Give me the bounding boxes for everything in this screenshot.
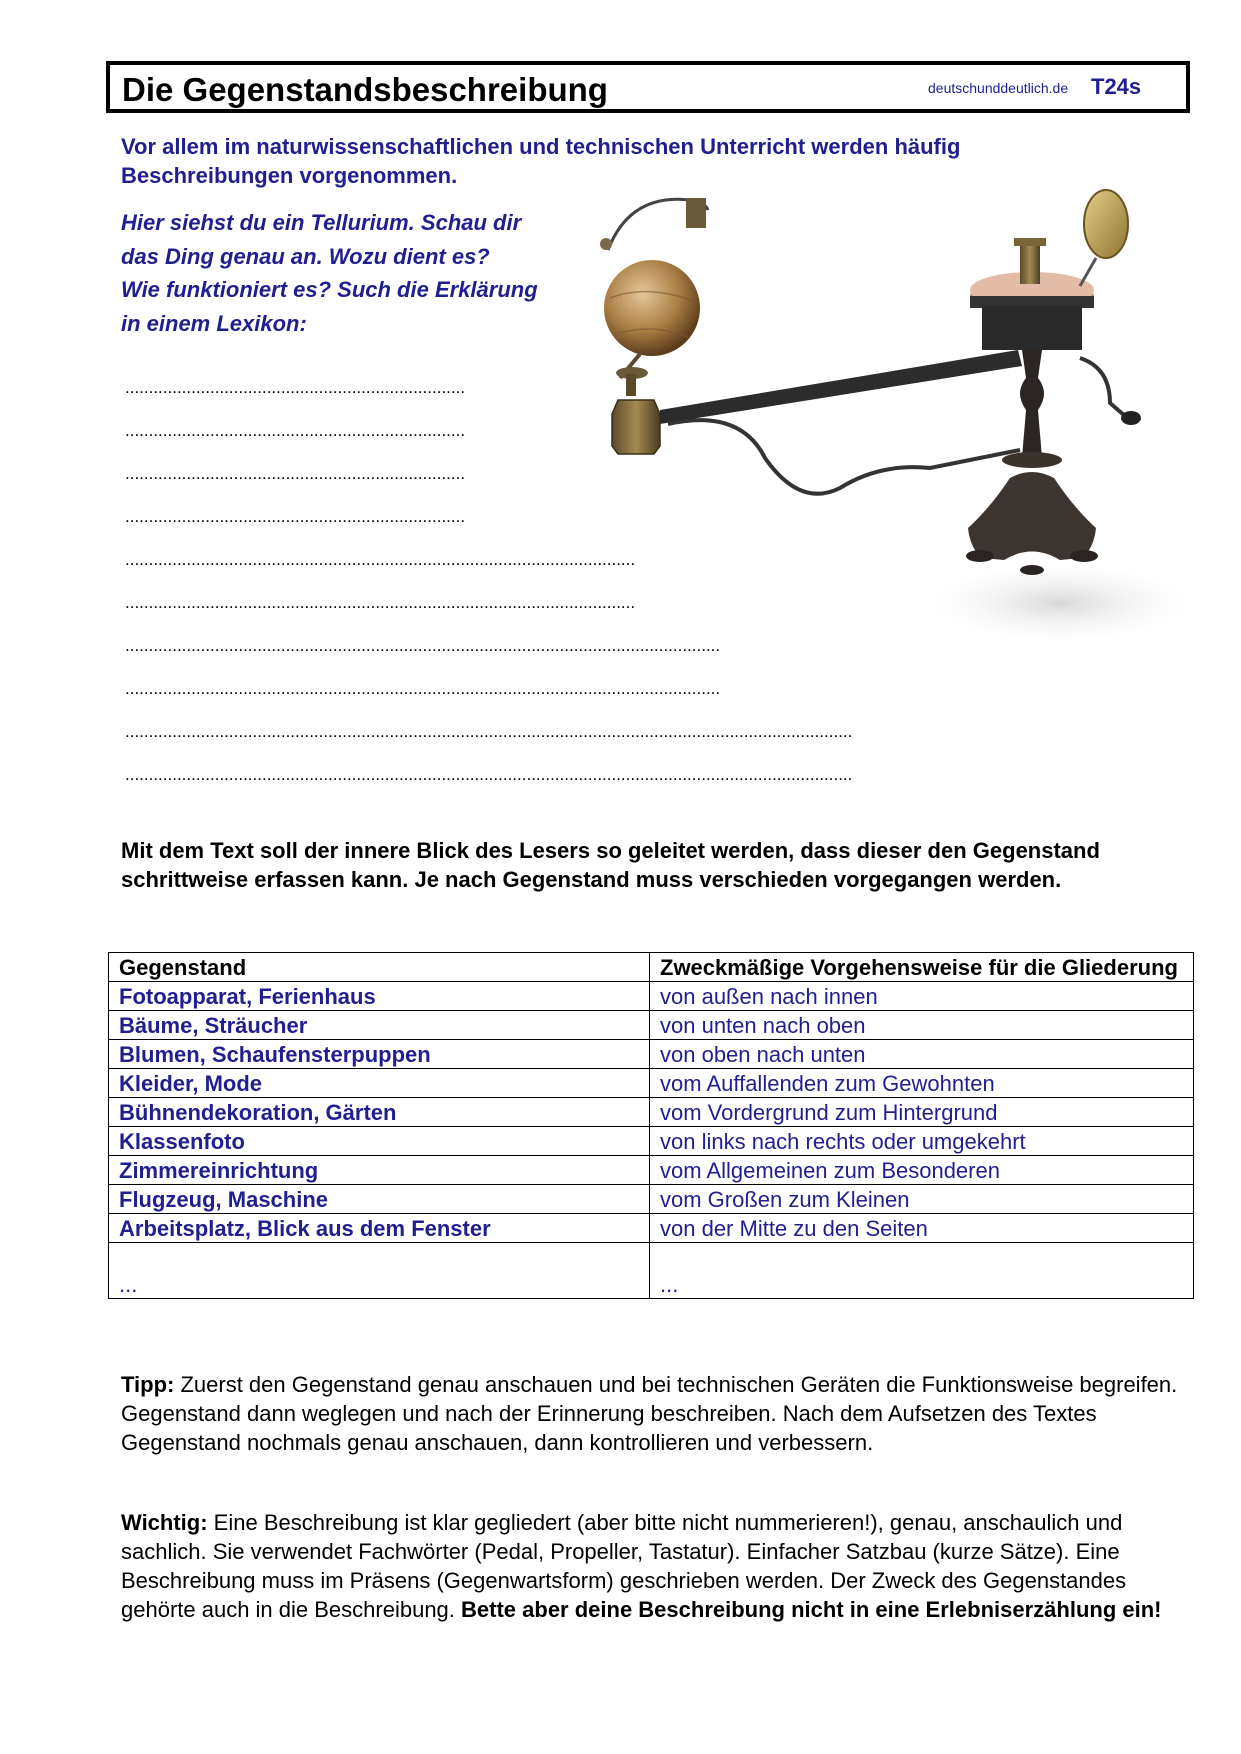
explanation-paragraph: Mit dem Text soll der innere Blick des Lesers so geleitet werden, dass dieser den Gegenstand schrittweise erfassen kann. Je nach Gegenstand muss verschieden vorgegangen werden. (121, 838, 1100, 892)
table-cell-method: von der Mitte zu den Seiten (650, 1214, 1194, 1243)
table-header: Zweckmäßige Vorgehensweise für die Gliederung (650, 953, 1194, 982)
table-row (109, 1127, 1194, 1156)
table-row (109, 1040, 1194, 1069)
table-row-empty (109, 1243, 1194, 1299)
tellurium-image (590, 188, 1210, 678)
worksheet-code: T24s (1091, 74, 1142, 99)
table-cell-method: von oben nach unten (650, 1040, 1194, 1069)
table-row (109, 1185, 1194, 1214)
answer-line[interactable]: ........................................................................ (125, 507, 466, 526)
answer-line[interactable]: ............................................................................................................ (125, 550, 636, 569)
table-cell-object: Blumen, Schaufensterpuppen (109, 1040, 650, 1069)
table-cell-method: von unten nach oben (650, 1011, 1194, 1040)
site-name: deutschunddeutlich.de (928, 80, 1069, 96)
table-cell-object: Kleider, Mode (109, 1069, 650, 1098)
answer-line[interactable]: ........................................................................ (125, 464, 466, 483)
intro-text: Vor allem im naturwissenschaftlichen und technischen Unterricht werden häufig Beschreibungen vorgenommen. (121, 134, 961, 188)
table-row (109, 1011, 1194, 1040)
task-line: Hier siehst du ein Tellurium. Schau dir (121, 210, 522, 235)
table-row (109, 1098, 1194, 1127)
answer-line[interactable]: .............................................................................................................................. (125, 636, 721, 655)
table-header-row (109, 953, 1194, 982)
task-line: in einem Lexikon: (121, 310, 307, 336)
answer-line[interactable]: .......................................................................................................................................................... (125, 765, 853, 784)
tip-label: Tipp: (121, 1372, 175, 1397)
table-cell-object[interactable]: ... (109, 1243, 650, 1299)
important-label: Wichtig: (121, 1510, 208, 1535)
table-cell-method: vom Auffallenden zum Gewohnten (650, 1069, 1194, 1098)
table-cell-object: Bäume, Sträucher (109, 1011, 650, 1040)
table-cell-method: vom Allgemeinen zum Besonderen (650, 1156, 1194, 1185)
table-cell-method: vom Vordergrund zum Hintergrund (650, 1098, 1194, 1127)
table-cell-method: von außen nach innen (650, 982, 1194, 1011)
table-cell-method[interactable]: ... (650, 1243, 1194, 1299)
answer-line[interactable]: ........................................................................ (125, 421, 466, 440)
important-emphasis: Bette aber deine Beschreibung nicht in eine Erlebniserzählung ein! (461, 1597, 1162, 1622)
task-line: Wie funktioniert es? Such die Erklärung (121, 277, 538, 302)
task-text (121, 206, 641, 340)
important-paragraph (121, 1508, 1181, 1624)
table-cell-method: von links nach rechts oder umgekehrt (650, 1127, 1194, 1156)
tip-text: Zuerst den Gegenstand genau anschauen und bei technischen Geräten die Funktionsweise begreifen. Gegenstand dann weglegen und nach der Erinnerung beschreiben. Nach dem Aufsetzen des Textes Gegenstand nochmals genau anschauen, dann kontrollieren und verbessern. (121, 1372, 1178, 1455)
answer-line[interactable]: .............................................................................................................................. (125, 679, 721, 698)
header-box (106, 61, 1190, 113)
table-row (109, 1069, 1194, 1098)
table-cell-object: Fotoapparat, Ferienhaus (109, 982, 650, 1011)
table-header: Gegenstand (109, 953, 650, 982)
table-cell-object: Arbeitsplatz, Blick aus dem Fenster (109, 1214, 650, 1243)
table-cell-object: Bühnendekoration, Gärten (109, 1098, 650, 1127)
table-cell-method: vom Großen zum Kleinen (650, 1185, 1194, 1214)
structure-table (108, 952, 1194, 1299)
task-line: das Ding genau an. Wozu dient es? (121, 243, 490, 269)
table-row (109, 1156, 1194, 1185)
table-cell-object: Flugzeug, Maschine (109, 1185, 650, 1214)
table-cell-object: Klassenfoto (109, 1127, 650, 1156)
table-cell-object: Zimmereinrichtung (109, 1156, 650, 1185)
answer-line[interactable]: .......................................................................................................................................................... (125, 722, 853, 741)
page-title: Die Gegenstandsbeschreibung (122, 71, 608, 108)
answer-line[interactable]: ............................................................................................................ (125, 593, 636, 612)
answer-line[interactable]: ........................................................................ (125, 378, 466, 397)
table-row (109, 1214, 1194, 1243)
important-text: Eine Beschreibung ist klar gegliedert (aber bitte nicht nummerieren!), genau, anschaulich und sachlich. Sie verwendet Fachwörter (Pedal, Propeller, Tastatur). Einfacher Satzbau (kurze Sätze). Eine Beschreibung muss im Präsens (Gegenwartsform) geschrieben werden. Der Zweck des Gegenstandes gehörte auch in die Beschreibung. (121, 1510, 1127, 1622)
tip-paragraph (121, 1370, 1181, 1457)
table-row (109, 982, 1194, 1011)
